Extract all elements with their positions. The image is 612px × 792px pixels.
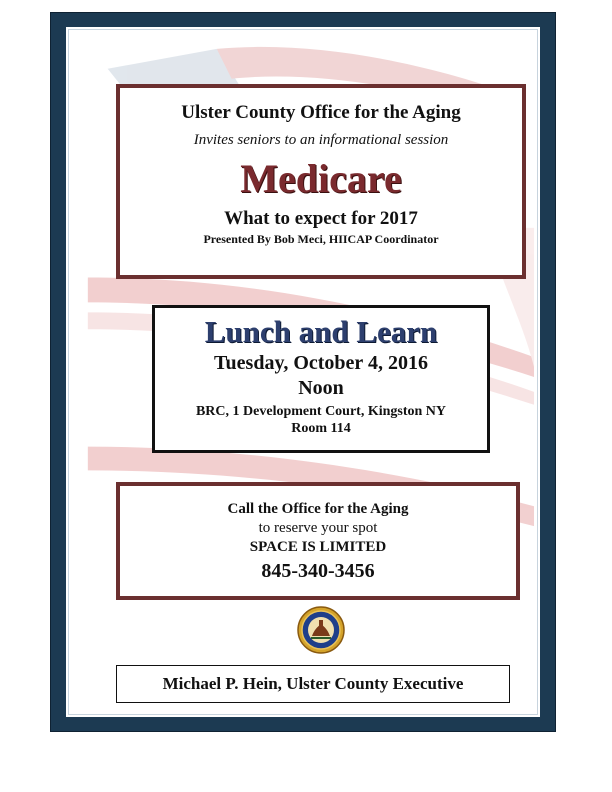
event-time: Noon bbox=[298, 377, 344, 399]
event-location: BRC, 1 Development Court, Kingston NY bbox=[195, 404, 447, 419]
event-date: Tuesday, October 4, 2016 bbox=[214, 352, 428, 374]
executive-box bbox=[116, 665, 510, 703]
presenter-line: Presented By Bob Meci, HIICAP Coordinator bbox=[203, 232, 439, 246]
county-seal-icon bbox=[297, 606, 345, 654]
rsvp-box bbox=[116, 482, 520, 600]
topic-title: Medicare bbox=[240, 156, 402, 201]
organization-name: Ulster County Office for the Aging bbox=[181, 102, 461, 123]
page-frame bbox=[50, 12, 556, 732]
event-room: Room 114 bbox=[291, 421, 351, 436]
rsvp-line-1: Call the Office for the Aging bbox=[227, 501, 409, 517]
invitation-text: Invites seniors to an informational session bbox=[193, 132, 449, 148]
event-box bbox=[152, 305, 490, 453]
flyer-body bbox=[66, 27, 540, 717]
rsvp-phone: 845-340-3456 bbox=[261, 560, 375, 582]
topic-subtitle: What to expect for 2017 bbox=[224, 208, 418, 229]
header-box bbox=[116, 84, 526, 279]
rsvp-line-2: to reserve your spot bbox=[258, 520, 378, 536]
rsvp-limited: SPACE IS LIMITED bbox=[249, 539, 387, 555]
county-executive: Michael P. Hein, Ulster County Executive bbox=[162, 674, 464, 693]
event-title: Lunch and Learn bbox=[204, 314, 438, 349]
